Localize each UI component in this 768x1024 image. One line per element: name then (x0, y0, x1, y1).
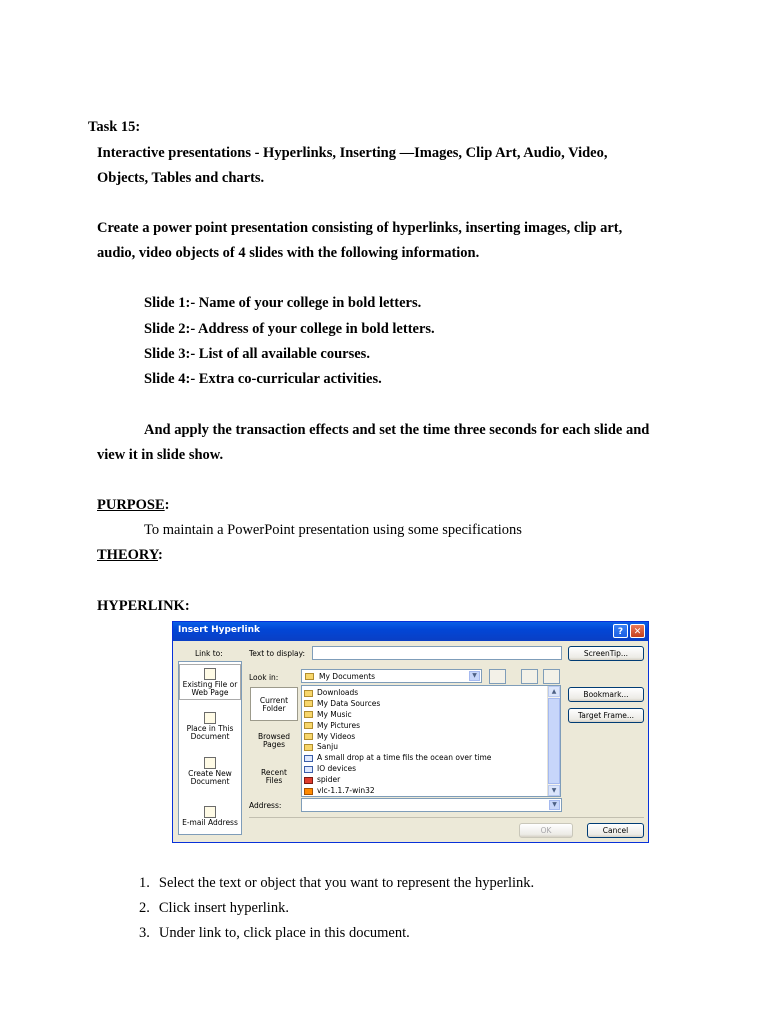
list-item[interactable] (304, 732, 491, 743)
chevron-down-icon[interactable]: ▼ (549, 800, 560, 810)
create-new-document-icon (204, 757, 216, 769)
step-1 (139, 874, 534, 892)
file-icon (304, 777, 313, 784)
sidebar-current-folder[interactable] (250, 687, 298, 721)
text-to-display-input[interactable] (312, 646, 562, 660)
link-email-line1: E-mail Address (182, 818, 238, 827)
list-item[interactable] (304, 742, 491, 753)
text-to-display-label: Text to display: (249, 649, 306, 658)
cancel-button[interactable]: Cancel (587, 823, 644, 838)
slide-item-2: Slide 2:- Address of your college in bold letters. (144, 321, 435, 337)
list-item[interactable] (304, 710, 491, 721)
intro-line-2: audio, video objects of 4 slides with the following information. (97, 245, 480, 261)
folder-icon (304, 722, 313, 729)
list-item[interactable] (304, 764, 491, 775)
chevron-down-icon[interactable]: ▼ (469, 671, 480, 681)
folder-icon (304, 711, 313, 718)
link-existing-file-line2: Web Page (191, 688, 229, 697)
title-line-2: Objects, Tables and charts. (97, 170, 265, 186)
folder-icon (304, 733, 313, 740)
step-3 (139, 924, 410, 942)
link-create-line2: Document (190, 777, 230, 786)
intro-line-1: Create a power point presentation consisting of hyperlinks, inserting images, clip art, (97, 220, 623, 236)
place-in-document-icon (204, 712, 216, 724)
theory-colon: : (158, 547, 163, 563)
target-frame-button[interactable]: Target Frame... (568, 708, 644, 723)
address-input[interactable] (301, 798, 562, 812)
purpose-colon: : (164, 497, 170, 513)
step-text: Under link to, click place in this document. (158, 925, 410, 941)
sidebar-recent-line2: Files (265, 776, 283, 785)
folder-icon (304, 744, 313, 751)
slide-item-1: Slide 1:- Name of your college in bold letters. (144, 295, 422, 311)
apply-line-2: view it in slide show. (97, 447, 224, 463)
sidebar-recent-line1: Recent (261, 768, 287, 777)
existing-file-icon (204, 668, 216, 680)
task-heading: Task 15: (88, 119, 141, 135)
folder-icon (304, 700, 313, 707)
document-icon (304, 766, 313, 773)
hyperlink-heading: HYPERLINK: (97, 598, 190, 614)
scroll-up-icon[interactable]: ▲ (548, 686, 560, 697)
title-line-1: Interactive presentations - Hyperlinks, Inserting —Images, Clip Art, Audio, Video, (97, 145, 608, 161)
document-icon (304, 755, 313, 762)
step-number: 1. (139, 875, 150, 891)
file-name: IO devices (317, 764, 357, 774)
slide-item-4: Slide 4:- Extra co-curricular activities. (144, 371, 382, 387)
slide-item-3: Slide 3:- List of all available courses. (144, 346, 370, 362)
look-in-value: My Documents (319, 672, 376, 681)
file-name: A small drop at a time fils the ocean over time (317, 753, 492, 763)
link-create-new-document[interactable] (179, 757, 241, 786)
look-in-select[interactable] (301, 669, 482, 683)
step-number: 3. (139, 925, 150, 941)
link-existing-file[interactable] (179, 664, 241, 700)
apply-line-1: And apply the transaction effects and set the time three seconds for each slide and (144, 422, 650, 438)
divider (249, 817, 644, 818)
link-existing-file-line1: Existing File or (182, 680, 238, 689)
sidebar-current-folder-line2: Folder (262, 704, 286, 713)
browse-web-icon[interactable] (521, 669, 538, 684)
sidebar-current-folder-line1: Current (259, 696, 289, 705)
scroll-down-icon[interactable]: ▼ (548, 785, 560, 796)
list-item[interactable] (304, 753, 491, 764)
file-name: My Videos (317, 731, 356, 741)
link-place-line2: Document (190, 732, 230, 741)
sidebar-browsed-pages[interactable] (250, 733, 298, 749)
look-in-label: Look in: (249, 673, 279, 682)
purpose-label: PURPOSE (97, 497, 165, 513)
list-item[interactable] (304, 786, 491, 797)
purpose-text: To maintain a PowerPoint presentation using some specifications (144, 522, 522, 538)
address-label: Address: (249, 801, 282, 810)
vlc-cone-icon (304, 788, 313, 795)
file-list (301, 685, 561, 797)
bookmark-button[interactable]: Bookmark... (568, 687, 644, 702)
sidebar-recent-files[interactable] (250, 769, 298, 785)
link-place-in-document[interactable] (179, 712, 241, 741)
dialog-title: Insert Hyperlink (178, 625, 261, 635)
file-name: My Pictures (317, 720, 360, 730)
vertical-scrollbar[interactable] (547, 686, 560, 796)
file-name: My Data Sources (317, 698, 381, 708)
up-folder-icon[interactable] (489, 669, 506, 684)
folder-icon (304, 690, 313, 697)
ok-button[interactable]: OK (519, 823, 573, 838)
link-place-line1: Place in This (186, 724, 234, 733)
insert-hyperlink-dialog (172, 621, 649, 843)
theory-heading (97, 546, 163, 564)
folder-icon (305, 673, 314, 680)
file-name: spider (317, 775, 341, 785)
list-item[interactable] (304, 699, 491, 710)
link-to-bar (178, 661, 242, 835)
email-address-icon (204, 806, 216, 818)
file-name: My Music (317, 709, 352, 719)
sidebar-browsed-line1: Browsed (257, 732, 291, 741)
screentip-button[interactable]: ScreenTip... (568, 646, 644, 661)
list-item[interactable] (304, 775, 491, 786)
browse-file-icon[interactable] (543, 669, 560, 684)
scroll-thumb[interactable] (548, 698, 560, 784)
list-item[interactable] (304, 688, 491, 699)
link-create-line1: Create New (188, 769, 232, 778)
file-name: vlc-1.1.7-win32 (317, 786, 375, 796)
folder-sidebar (250, 685, 298, 799)
step-2 (139, 899, 289, 917)
sidebar-browsed-line2: Pages (262, 740, 286, 749)
help-button[interactable]: ? (613, 624, 628, 638)
file-name: Sanju (317, 742, 338, 752)
step-text: Click insert hyperlink. (158, 900, 289, 916)
purpose-heading (97, 496, 170, 514)
dialog-titlebar[interactable] (173, 622, 648, 641)
link-email-address[interactable] (179, 806, 241, 827)
theory-label: THEORY (97, 547, 159, 563)
close-button[interactable]: ✕ (630, 624, 645, 638)
link-to-label: Link to: (195, 649, 223, 658)
step-text: Select the text or object that you want to represent the hyperlink. (158, 875, 535, 891)
file-name: Downloads (317, 688, 359, 697)
step-number: 2. (139, 900, 150, 916)
list-item[interactable] (304, 721, 491, 732)
